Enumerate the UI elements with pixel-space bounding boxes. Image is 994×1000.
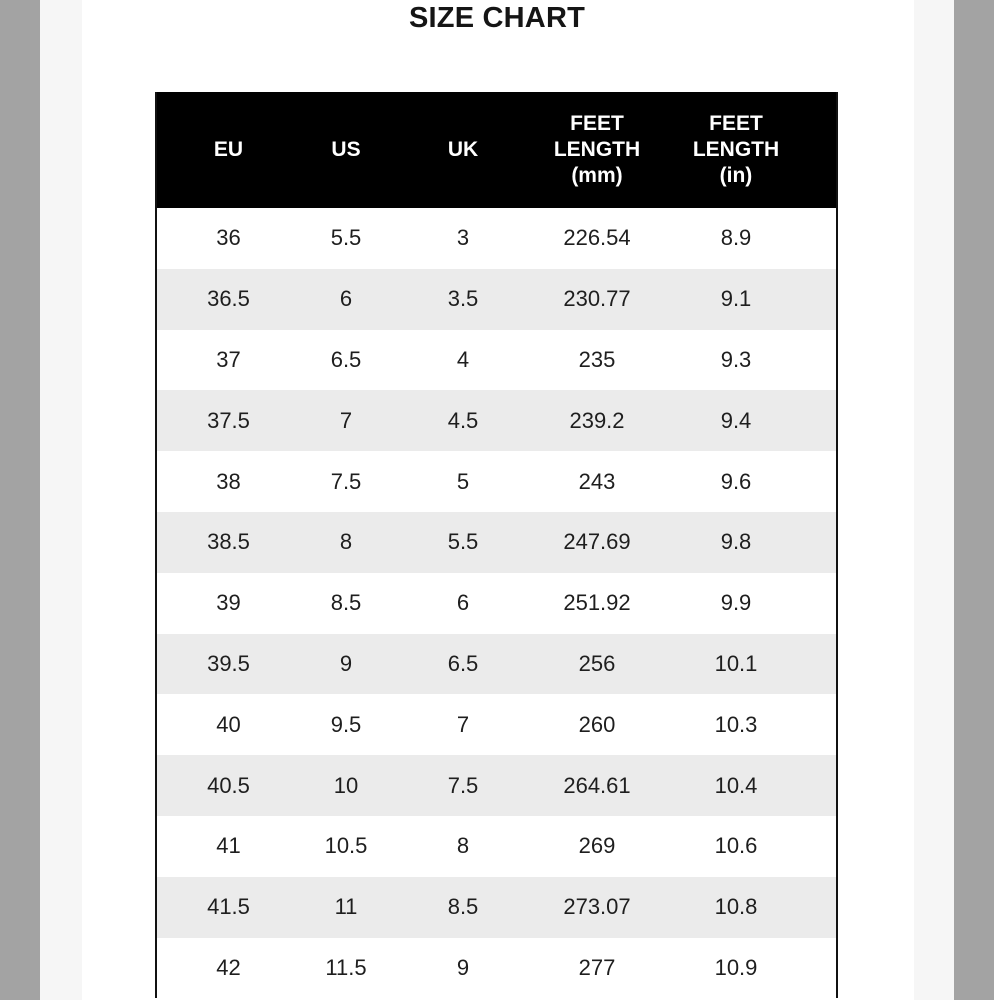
table-body: [157, 208, 836, 998]
cell-feet-length-mm: 264.61: [563, 772, 631, 798]
cell-eu: 37: [216, 346, 241, 372]
cell-uk: 6.5: [447, 650, 479, 676]
cell-us: 11: [334, 894, 358, 920]
cell-us: 10: [333, 772, 359, 798]
cell-feet-length-in: 10.6: [714, 833, 758, 859]
cell-feet-length-mm: 235: [578, 346, 616, 372]
cell-eu: 39.5: [207, 650, 250, 676]
cell-uk: 3: [456, 225, 470, 251]
cell-feet-length-mm: 239.2: [569, 407, 625, 433]
table-row: [157, 877, 836, 938]
cell-feet-length-in: 10.9: [714, 954, 758, 980]
cell-feet-length-mm: 247.69: [563, 529, 631, 555]
table-row: [157, 573, 836, 634]
cell-uk: 8.5: [447, 894, 479, 920]
size-chart-table: [155, 92, 838, 998]
table-row: [157, 938, 836, 999]
header-feet-length-in: FEET LENGTH (in): [692, 112, 780, 187]
cell-us: 9.5: [330, 711, 362, 737]
cell-feet-length-in: 9.4: [720, 407, 752, 433]
cell-uk: 8: [456, 833, 470, 859]
table-header-row: [157, 92, 836, 208]
cell-us: 5.5: [330, 225, 362, 251]
cell-us: 9: [339, 650, 353, 676]
cell-eu: 36: [216, 225, 241, 251]
table-row: [157, 634, 836, 695]
cell-feet-length-in: 9.1: [720, 286, 752, 312]
cell-uk: 9: [456, 954, 470, 980]
cell-feet-length-mm: 260: [578, 711, 616, 737]
cell-feet-length-in: 10.1: [714, 650, 758, 676]
cell-eu: 38.5: [207, 529, 250, 555]
table-row: [157, 755, 836, 816]
cell-eu: 39: [216, 590, 241, 616]
header-uk: UK: [447, 138, 479, 161]
cell-us: 8.5: [330, 590, 362, 616]
table-row: [157, 208, 836, 269]
cell-us: 10.5: [324, 833, 368, 859]
table-row: [157, 269, 836, 330]
cell-eu: 36.5: [207, 286, 250, 312]
cell-feet-length-in: 9.6: [720, 468, 752, 494]
table-row: [157, 512, 836, 573]
header-eu: EU: [213, 138, 244, 161]
cell-feet-length-in: 10.3: [714, 711, 758, 737]
cell-feet-length-in: 10.4: [714, 772, 758, 798]
cell-feet-length-mm: 226.54: [563, 225, 631, 251]
cell-uk: 5.5: [447, 529, 479, 555]
cell-feet-length-in: 9.3: [720, 346, 752, 372]
cell-eu: 41: [216, 833, 241, 859]
cell-feet-length-in: 9.8: [720, 529, 752, 555]
table-row: [157, 816, 836, 877]
cell-uk: 4: [456, 346, 470, 372]
cell-feet-length-mm: 256: [578, 650, 616, 676]
cell-feet-length-mm: 230.77: [563, 286, 631, 312]
cell-us: 7.5: [330, 468, 362, 494]
cell-us: 8: [339, 529, 353, 555]
cell-uk: 4.5: [447, 407, 479, 433]
cell-eu: 40: [216, 711, 241, 737]
cell-us: 11.5: [325, 954, 367, 980]
cell-feet-length-in: 9.9: [720, 590, 752, 616]
cell-feet-length-mm: 277: [578, 954, 616, 980]
header-us: US: [331, 138, 361, 161]
cell-feet-length-mm: 269: [578, 833, 616, 859]
header-feet-length-mm: FEET LENGTH (mm): [553, 112, 641, 187]
cell-eu: 42: [216, 954, 241, 980]
cell-uk: 3.5: [447, 286, 479, 312]
table-row: [157, 694, 836, 755]
cell-uk: 5: [456, 468, 470, 494]
cell-us: 6.5: [330, 346, 362, 372]
cell-uk: 7: [456, 711, 470, 737]
cell-eu: 38: [216, 468, 241, 494]
cell-us: 7: [339, 407, 353, 433]
cell-feet-length-mm: 243: [578, 468, 616, 494]
cell-eu: 41.5: [207, 894, 250, 920]
table-row: [157, 330, 836, 391]
cell-feet-length-mm: 273.07: [563, 894, 631, 920]
cell-uk: 7.5: [447, 772, 479, 798]
cell-eu: 40.5: [207, 772, 250, 798]
cell-us: 6: [339, 286, 353, 312]
cell-eu: 37.5: [207, 407, 250, 433]
cell-feet-length-mm: 251.92: [563, 590, 631, 616]
table-row: [157, 390, 836, 451]
page-title: SIZE CHART: [409, 2, 585, 34]
cell-feet-length-in: 8.9: [720, 225, 752, 251]
table-row: [157, 451, 836, 512]
cell-feet-length-in: 10.8: [714, 894, 758, 920]
cell-uk: 6: [456, 590, 470, 616]
